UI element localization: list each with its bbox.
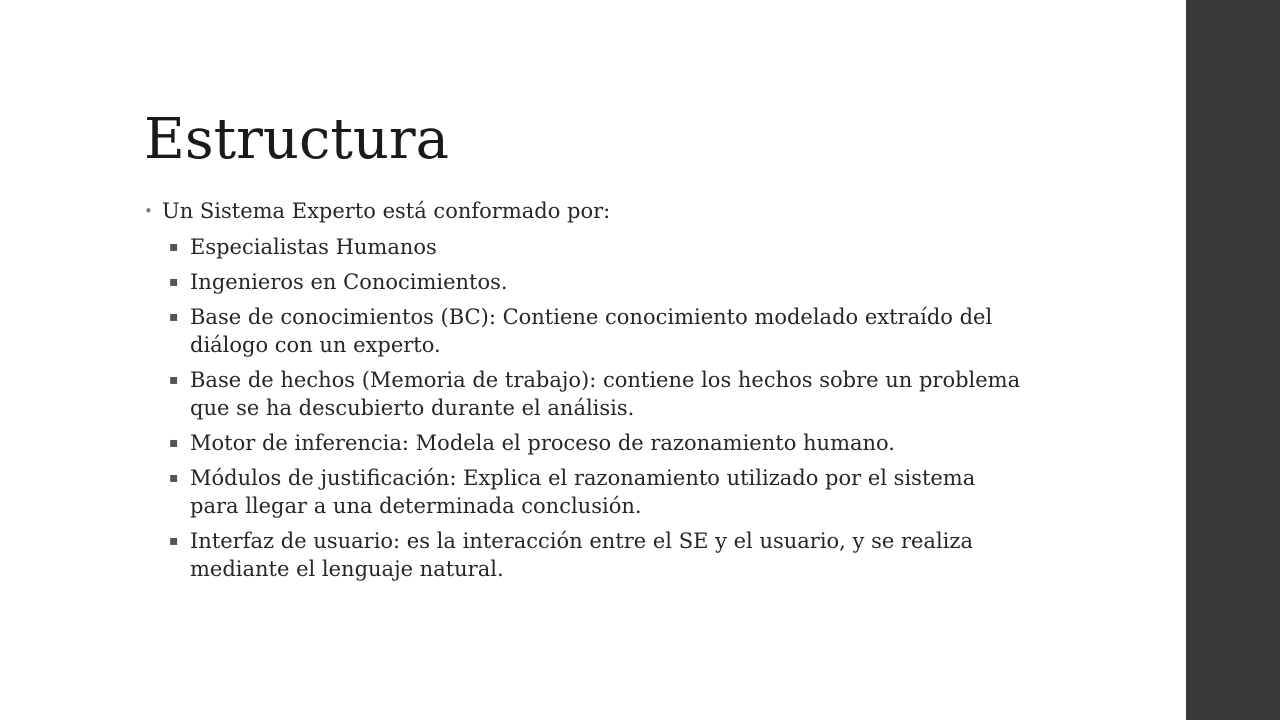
slide-title: Estructura [144, 107, 450, 172]
bullet-dot-icon: ▪ [169, 533, 179, 549]
slide-body [144, 197, 1024, 590]
bullet-dot-icon: ▪ [169, 470, 179, 486]
bullet-dot-icon: ▪ [169, 372, 179, 388]
bullet-dot-icon: • [144, 202, 153, 220]
list-item-text: Base de conocimientos (BC): Contiene conocimiento modelado extraído del diálogo con un experto. [190, 305, 993, 357]
bullet-dot-icon: ▪ [169, 274, 179, 290]
list-item [144, 303, 1024, 359]
list-item [144, 366, 1024, 422]
bullet-dot-icon: ▪ [169, 239, 179, 255]
intro-text: Un Sistema Experto está conformado por: [162, 199, 611, 223]
list-item-text: Módulos de justificación: Explica el razonamiento utilizado por el sistema para llegar a una determinada conclusión. [190, 466, 976, 518]
sub-bullet-list [144, 233, 1024, 583]
list-item [144, 527, 1024, 583]
bullet-dot-icon: ▪ [169, 309, 179, 325]
list-item [144, 464, 1024, 520]
list-item-text: Base de hechos (Memoria de trabajo): contiene los hechos sobre un problema que se ha descubierto durante el análisis. [190, 368, 1021, 420]
list-item-text: Ingenieros en Conocimientos. [190, 270, 508, 294]
list-item [144, 233, 1024, 261]
list-item [144, 429, 1024, 457]
side-band [1186, 0, 1280, 720]
list-item-text: Motor de inferencia: Modela el proceso de razonamiento humano. [190, 431, 895, 455]
list-item-text: Interfaz de usuario: es la interacción entre el SE y el usuario, y se realiza mediante el lenguaje natural. [190, 529, 973, 581]
list-item-text: Especialistas Humanos [190, 235, 437, 259]
bullet-intro [144, 197, 1024, 225]
bullet-dot-icon: ▪ [169, 435, 179, 451]
list-item [144, 268, 1024, 296]
